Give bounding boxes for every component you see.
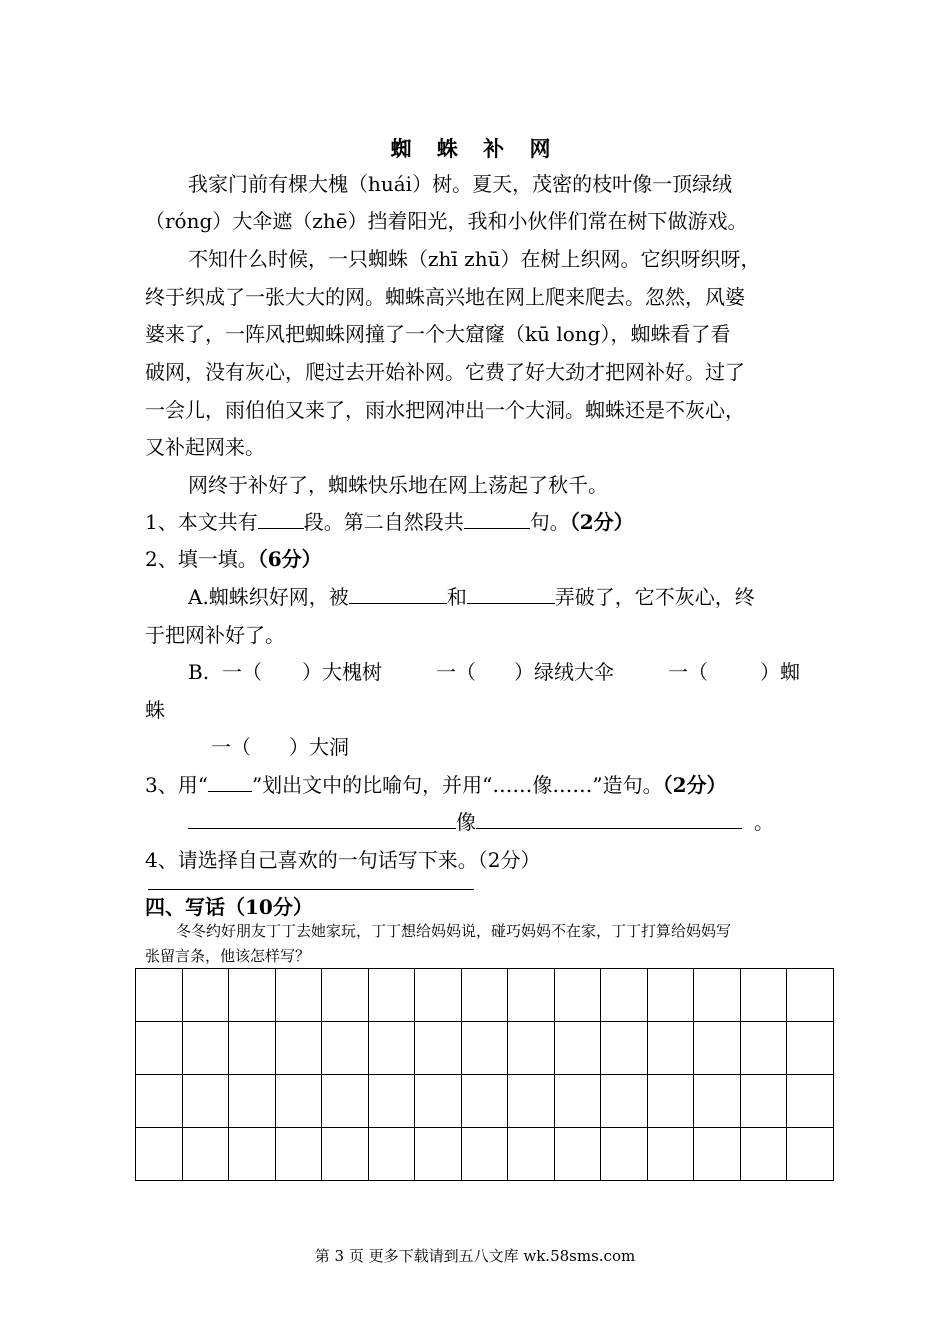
grid-row bbox=[136, 1075, 834, 1128]
grid-cell[interactable] bbox=[508, 1075, 555, 1128]
grid-cell[interactable] bbox=[415, 1022, 462, 1075]
q2b-item1-open: 一（ bbox=[222, 660, 262, 684]
q2b-item3-open: 一（ bbox=[668, 660, 708, 684]
grid-cell[interactable] bbox=[182, 1128, 229, 1181]
grid-cell[interactable] bbox=[136, 1022, 183, 1075]
grid-cell[interactable] bbox=[368, 1022, 415, 1075]
q3-answer-line bbox=[188, 808, 774, 836]
grid-cell[interactable] bbox=[322, 1128, 369, 1181]
q3-blank-1[interactable] bbox=[188, 808, 456, 829]
grid-cell[interactable] bbox=[229, 1075, 276, 1128]
q2a-blank-2[interactable] bbox=[467, 583, 555, 604]
grid-cell[interactable] bbox=[601, 1022, 648, 1075]
grid-cell[interactable] bbox=[740, 1128, 787, 1181]
grid-cell[interactable] bbox=[415, 969, 462, 1022]
question-2-heading bbox=[145, 545, 322, 573]
grid-cell[interactable] bbox=[647, 1022, 694, 1075]
section-4-heading: 四、写话（10分） bbox=[145, 895, 313, 919]
section-4-prompt-line1: 冬冬约好朋友丁丁去她家玩，丁丁想给妈妈说，碰巧妈妈不在家，丁丁打算给妈妈写 bbox=[176, 922, 732, 940]
grid-cell[interactable] bbox=[415, 1075, 462, 1128]
q2b-item3-cont: 蛛 bbox=[145, 698, 165, 722]
grid-cell[interactable] bbox=[275, 1022, 322, 1075]
story-p2-line1: 不知什么时候，一只蜘蛛（zhī zhū）在树上织网。它织呀织呀， bbox=[188, 247, 761, 271]
grid-cell[interactable] bbox=[461, 1128, 508, 1181]
grid-cell[interactable] bbox=[508, 969, 555, 1022]
q2b-item2-open: 一（ bbox=[436, 660, 476, 684]
grid-cell[interactable] bbox=[787, 1128, 834, 1181]
q1-blank-sentences[interactable] bbox=[464, 508, 530, 529]
grid-cell[interactable] bbox=[322, 1022, 369, 1075]
grid-cell[interactable] bbox=[601, 1128, 648, 1181]
grid-cell[interactable] bbox=[647, 1075, 694, 1128]
grid-cell[interactable] bbox=[136, 1128, 183, 1181]
grid-cell[interactable] bbox=[694, 1022, 741, 1075]
grid-cell[interactable] bbox=[182, 1022, 229, 1075]
grid-cell[interactable] bbox=[368, 1128, 415, 1181]
q1-blank-paragraphs[interactable] bbox=[258, 508, 304, 529]
grid-cell[interactable] bbox=[182, 1075, 229, 1128]
q3-underline-sample bbox=[208, 771, 252, 792]
writing-grid bbox=[135, 968, 834, 1181]
grid-row bbox=[136, 1128, 834, 1181]
grid-cell[interactable] bbox=[694, 1128, 741, 1181]
grid-cell[interactable] bbox=[694, 1075, 741, 1128]
q3-end: 。 bbox=[754, 810, 774, 834]
q1-score: （2分） bbox=[569, 510, 634, 534]
q3-mid: 像 bbox=[456, 810, 476, 834]
q2a-text-3: 弄破了，它不灰心，终 bbox=[554, 585, 755, 609]
grid-cell[interactable] bbox=[601, 1075, 648, 1128]
grid-cell[interactable] bbox=[368, 969, 415, 1022]
q4-answer-line[interactable] bbox=[148, 889, 474, 890]
grid-cell[interactable] bbox=[229, 1128, 276, 1181]
q2b-item4-close: ）大洞 bbox=[289, 735, 349, 759]
grid-cell[interactable] bbox=[275, 1075, 322, 1128]
story-p2-line3: 婆来了，一阵风把蜘蛛网撞了一个大窟窿（kū long），蜘蛛看了看 bbox=[145, 322, 731, 346]
grid-cell[interactable] bbox=[136, 969, 183, 1022]
grid-cell[interactable] bbox=[694, 969, 741, 1022]
story-p1-line2: （róng）大伞遮（zhē）挡着阳光，我和小伙伴们常在树下做游戏。 bbox=[145, 209, 748, 233]
grid-cell[interactable] bbox=[275, 969, 322, 1022]
q2-score: （6分） bbox=[257, 547, 322, 571]
q3-score: （2分） bbox=[662, 773, 727, 797]
story-p2-line4: 破网，没有灰心，爬过去开始补网。它费了好大劲才把网补好。过了 bbox=[145, 360, 745, 384]
grid-cell[interactable] bbox=[740, 969, 787, 1022]
grid-cell[interactable] bbox=[461, 1075, 508, 1128]
q2a-text-2: 和 bbox=[446, 585, 467, 609]
grid-cell[interactable] bbox=[415, 1128, 462, 1181]
grid-cell[interactable] bbox=[554, 1075, 601, 1128]
page-title: 蜘 蛛 补 网 bbox=[390, 136, 560, 161]
story-p2-line5: 一会儿，雨伯伯又来了，雨水把网冲出一个大洞。蜘蛛还是不灰心， bbox=[145, 398, 745, 422]
q2b-item4-open: 一（ bbox=[211, 735, 251, 759]
grid-cell[interactable] bbox=[508, 1022, 555, 1075]
q1-text-c: 句。 bbox=[529, 510, 570, 534]
grid-cell[interactable] bbox=[368, 1075, 415, 1128]
grid-cell[interactable] bbox=[554, 969, 601, 1022]
grid-row bbox=[136, 1022, 834, 1075]
grid-cell[interactable] bbox=[182, 969, 229, 1022]
q3-text-b: ”划出文中的比喻句，并用“……像……”造句。 bbox=[251, 773, 663, 797]
story-p1-line1: 我家门前有棵大槐（huái）树。夏天，茂密的枝叶像一顶绿绒 bbox=[188, 172, 733, 196]
q2b-label: B. bbox=[188, 660, 210, 684]
grid-cell[interactable] bbox=[740, 1022, 787, 1075]
grid-cell[interactable] bbox=[787, 969, 834, 1022]
grid-cell[interactable] bbox=[275, 1128, 322, 1181]
question-2a-line2: 于把网补好了。 bbox=[145, 623, 285, 647]
q3-blank-2[interactable] bbox=[476, 808, 742, 829]
q2b-item1-close: ）大槐树 bbox=[302, 660, 382, 684]
grid-cell[interactable] bbox=[136, 1075, 183, 1128]
grid-cell[interactable] bbox=[322, 969, 369, 1022]
q2b-item3-close: ）蜘 bbox=[760, 660, 800, 684]
grid-cell[interactable] bbox=[508, 1128, 555, 1181]
q2-head: 2、填一填。 bbox=[145, 547, 258, 571]
grid-cell[interactable] bbox=[740, 1075, 787, 1128]
q2a-text-1: A.蜘蛛织好网，被 bbox=[188, 585, 349, 609]
question-3 bbox=[145, 771, 727, 799]
question-4: 4、请选择自己喜欢的一句话写下来。（2分） bbox=[145, 848, 541, 872]
grid-cell[interactable] bbox=[229, 969, 276, 1022]
q2b-item2-close: ）绿绒大伞 bbox=[514, 660, 614, 684]
grid-cell[interactable] bbox=[554, 1128, 601, 1181]
question-2a bbox=[188, 583, 755, 611]
q3-text-a: 3、用“ bbox=[145, 773, 208, 797]
grid-cell[interactable] bbox=[322, 1075, 369, 1128]
grid-cell[interactable] bbox=[229, 1022, 276, 1075]
story-p2-line2: 终于织成了一张大大的网。蜘蛛高兴地在网上爬来爬去。忽然，风婆 bbox=[145, 285, 745, 309]
grid-cell[interactable] bbox=[554, 1022, 601, 1075]
q1-text-a: 1、本文共有 bbox=[145, 510, 258, 534]
story-p2-line6: 又补起网来。 bbox=[145, 435, 265, 459]
grid-cell[interactable] bbox=[461, 969, 508, 1022]
grid-cell[interactable] bbox=[647, 1128, 694, 1181]
page-footer: 第 3 页 更多下载请到五八文库 wk.58sms.com bbox=[314, 1247, 636, 1265]
q2a-blank-1[interactable] bbox=[349, 583, 447, 604]
q1-text-b: 段。第二自然段共 bbox=[303, 510, 464, 534]
grid-row bbox=[136, 969, 834, 1022]
grid-cell[interactable] bbox=[601, 969, 648, 1022]
grid-cell[interactable] bbox=[787, 1075, 834, 1128]
section-4-prompt-line2: 张留言条，他该怎样写？ bbox=[145, 947, 311, 965]
story-p3-line1: 网终于补好了，蜘蛛快乐地在网上荡起了秋千。 bbox=[188, 473, 608, 497]
grid-cell[interactable] bbox=[647, 969, 694, 1022]
grid-cell[interactable] bbox=[461, 1022, 508, 1075]
grid-cell[interactable] bbox=[787, 1022, 834, 1075]
question-1 bbox=[145, 508, 634, 536]
